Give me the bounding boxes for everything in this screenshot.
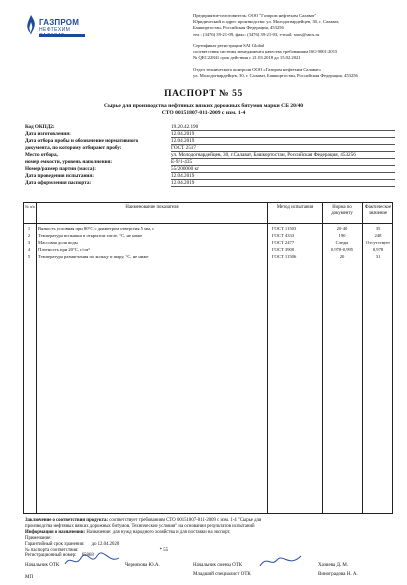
header-method: Метод испытания	[276, 205, 314, 210]
info-row	[25, 180, 395, 187]
info-value: ул. Молодогвардейцев, 30, г.Салават, Башкортостан, Российская Федерация, 453256	[171, 152, 356, 158]
header-name: Наименование показателя	[125, 205, 179, 210]
row-value: 31	[375, 254, 381, 259]
row-method: ГОСТ 11503	[272, 226, 297, 231]
row-norm: 0,970-0,995	[330, 247, 354, 252]
info-row	[25, 159, 395, 166]
info-label: Номер/размер партии (масса):	[25, 166, 96, 172]
info-label: Место отбора,	[25, 152, 58, 158]
info-row	[25, 124, 395, 131]
gazprom-logo	[25, 12, 87, 42]
header-value: Фактическое значение	[364, 205, 392, 216]
certificate-info	[193, 43, 393, 62]
pass-value: * 55	[159, 547, 169, 553]
registration-value: 65868	[81, 553, 94, 559]
company-line: Юридический и адрес производства: ул. Молодогвардейцев, 30, г. Салават,	[193, 19, 340, 25]
row-num: 2	[27, 233, 31, 238]
info-label: Код ОКПД2:	[25, 124, 55, 130]
assistant-label: Младший специалист ОТК	[193, 572, 251, 577]
row-method: ГОСТ 2477	[272, 240, 295, 245]
appointment-value: Назначение: для нужд народного хозяйства и для поставки на экспорт.	[86, 529, 231, 535]
info-value: 19.20.42.190	[171, 124, 199, 130]
subtitle-line: СТО 00151807-011-2009 с изм. 1-4	[161, 110, 246, 117]
info-row	[25, 166, 395, 173]
info-value: 12.04.2019	[171, 173, 195, 179]
row-norm: 20	[339, 254, 345, 259]
header-num: № п/п	[25, 205, 35, 209]
info-label: Дата изготовления:	[25, 131, 71, 137]
passport-info	[25, 124, 395, 187]
logo-wordmark: ГАЗПРОМ	[39, 18, 80, 27]
pass-label: № паспорта соответствия:	[25, 547, 79, 553]
info-row	[25, 138, 395, 145]
logo-bar	[39, 34, 85, 37]
company-line: тел.: (3476) 39-21-09, факс: (3476) 39-21-03, e-mail: snos@snos.ru	[193, 31, 320, 37]
info-label: Дата проведения испытания:	[25, 173, 94, 179]
info-value: Е-9/1-435	[171, 159, 193, 165]
passport-title: ПАСПОРТ № 55	[164, 89, 243, 99]
flame-icon	[25, 14, 37, 36]
otk-head-label: Начальник ОТК	[25, 563, 60, 568]
row-name: Массовая доля воды	[38, 240, 78, 245]
row-value: 0,978	[372, 247, 384, 252]
warranty-label: Гарантийный срок хранения:	[25, 541, 85, 547]
info-row	[25, 145, 395, 152]
signature-otk-head	[63, 552, 121, 570]
cert-line: Сертификат регистрации SAI Global	[193, 43, 265, 48]
row-num: 5	[27, 254, 31, 259]
row-norm: 20-40	[336, 226, 348, 231]
row-num: 1	[27, 226, 31, 231]
row-name: Плотность при 20°С, г/см³	[38, 247, 90, 252]
info-value: 12.04.2019	[171, 180, 195, 186]
warranty-value: до 12.04.2020	[91, 541, 120, 547]
conclusion-cont: производства нефтяных вязких дорожных битумов. Технические условия" на основании результатов испытаний	[25, 523, 255, 529]
registration-label: Регистрационный номер:	[25, 553, 77, 559]
row-method: ГОСТ 3900	[272, 247, 295, 252]
row-value: Отсутствует	[365, 240, 391, 245]
row-name: Температура размягчения по кольцу и шару, °С, не ниже	[38, 254, 149, 259]
row-num: 3	[27, 240, 31, 245]
info-label: документа, по которому отбирают пробу:	[25, 145, 122, 151]
row-norm: 190	[338, 233, 346, 238]
cert-line: соответствия системы менеджмента качества требованиям ISO 9001:2015	[193, 49, 338, 55]
row-norm: Следы	[335, 240, 349, 245]
otk-head-name: Черняхова Ю.А.	[125, 563, 160, 568]
info-label: номер емкости, уровень наполнения:	[25, 159, 113, 165]
control-dept-info	[193, 67, 393, 79]
control-line: ул. Молодогвардейцев, 30, г. Салават, Башкортостан, Российская Федерация, 453256	[193, 73, 358, 79]
control-line: Отдел технического контроля ООО «Газпром нефтехим Салават»	[193, 67, 322, 72]
row-value: 35	[375, 226, 381, 231]
info-value: ГОСТ 2517	[171, 145, 196, 151]
header-norm: Норма по документу	[331, 205, 353, 216]
note-label: Примечание:	[25, 535, 52, 541]
passport-subtitle	[0, 103, 407, 117]
info-row	[25, 131, 395, 138]
otk-shift-label: Начальник смены ОТК	[193, 563, 243, 568]
info-row	[25, 173, 395, 180]
company-line: Башкортостан, Российская Федерация, 453256	[193, 25, 284, 31]
info-value: 12.04.2019	[171, 131, 195, 137]
company-info	[193, 13, 393, 38]
cert-line: № QEC22841 срок действия с 21.03.2018 до 15.02.2021	[193, 55, 301, 61]
stamp-mark: МП	[25, 575, 34, 580]
info-value: 55/200000 кг	[171, 166, 200, 172]
subtitle-line: Сырье для производства нефтяных вязких дорожных битумов марки СБ 20/40	[103, 103, 304, 109]
row-num: 4	[27, 247, 31, 252]
info-row	[25, 152, 395, 159]
conclusion-text: соответствует требованиям СТО 00151807-011-2009 с изм. 1-4 "Сырье для	[109, 518, 262, 523]
info-label: Дата отбора пробы и обозначение нормативного	[25, 138, 139, 144]
row-method: ГОСТ 11506	[272, 254, 297, 259]
company-line: Предприятие-изготовитель: ООО "Газпром нефтехим Салават"	[193, 13, 317, 18]
assistant-name: Виноградова Н. А.	[318, 572, 358, 577]
row-value: 248	[374, 233, 382, 238]
row-name: Вязкость условная при 80°С с диаметром отверстия 5 мм, с	[38, 226, 155, 231]
row-name: Температура вспышки в открытом тигле, °С, не ниже	[38, 233, 143, 238]
info-value: 12.04.2019	[171, 138, 195, 144]
signature-otk-shift	[257, 552, 305, 570]
info-label: Дата оформления паспорта:	[25, 180, 92, 186]
conclusion-label: Заключение о соответствии продукта:	[25, 518, 109, 523]
appointment-label: Информация о назначении:	[25, 529, 86, 535]
logo-subtitle: НЕФТЕХИМ	[39, 27, 71, 33]
results-table	[23, 202, 393, 514]
row-method: ГОСТ 4333	[272, 233, 295, 238]
otk-shift-name: Хазиева Д. М.	[318, 563, 349, 568]
